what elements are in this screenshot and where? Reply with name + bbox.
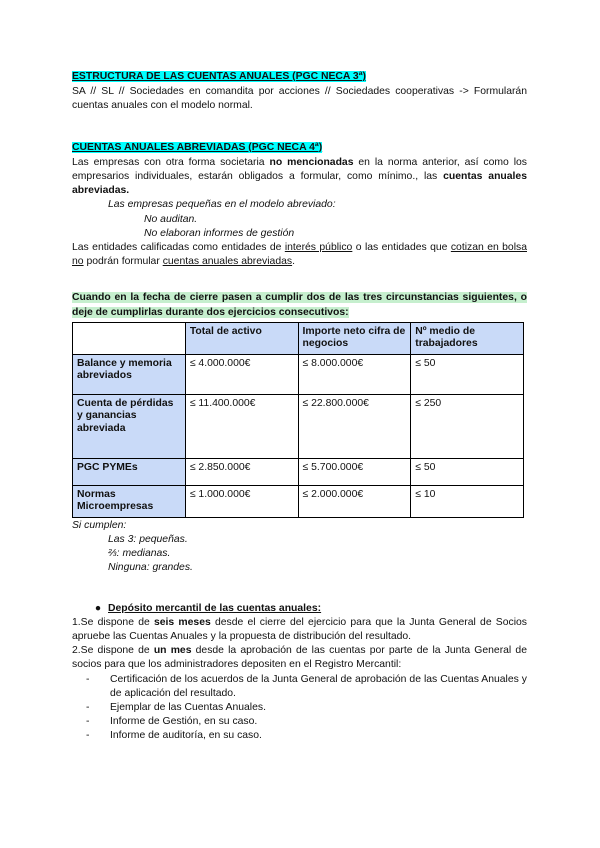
section-title-deposito: Depósito mercantil de las cuentas anuales:: [108, 602, 322, 614]
paragraph-un-mes: 2.Se dispone de un mes desde la aprobación de las cuentas por parte de la Junta General de socios para que los administradores depositen en el Registro Mercantil:: [72, 645, 527, 671]
table-corner-cell: [73, 322, 186, 354]
table-row: [73, 354, 524, 394]
table-cell: ≤ 4.000.000€: [185, 354, 298, 394]
bullet-icon: ●: [94, 602, 102, 614]
table-cell: ≤ 50: [411, 354, 524, 394]
italic-medianas: ⅔: medianas.: [108, 548, 171, 560]
list-item: - Ejemplar de las Cuentas Anuales.: [86, 702, 266, 714]
list-item: - Informe de Gestión, en su caso.: [86, 716, 258, 728]
header-importe-neto: Importe neto cifra de negocios: [298, 322, 411, 354]
list-item: - Certificación de los acuerdos de la Junta General de aprobación de las Cuentas Anuales y de aplicación del resultado.: [86, 673, 527, 699]
italic-line-pequenas: Las empresas pequeñas en el modelo abreviado:: [108, 199, 336, 211]
header-trabajadores: Nº medio de trabajadores: [411, 322, 524, 354]
paragraph-interes-publico: Las entidades calificadas como entidades de interés público o las entidades que cotizan en bolsa no podrán formular cuentas anuales abreviadas.: [72, 242, 527, 268]
table-cell: ≤ 10: [411, 485, 524, 517]
table-cell: ≤ 2.000.000€: [298, 485, 411, 517]
table-row: [73, 485, 524, 517]
table-cell: ≤ 1.000.000€: [185, 485, 298, 517]
italic-line-no-auditan: No auditan.: [144, 213, 198, 225]
paragraph-abreviadas: Las empresas con otra forma societaria no mencionadas en la norma anterior, así como los empresarios individuales, estarán obligados a formular, como mínimo., las cuentas anuales abreviadas.: [72, 156, 528, 197]
row-label: PGC PYMEs: [73, 458, 186, 485]
table-cell: ≤ 50: [411, 458, 524, 485]
table-cell: ≤ 8.000.000€: [298, 354, 411, 394]
table-cell: ≤ 2.850.000€: [185, 458, 298, 485]
section-title-abreviadas: CUENTAS ANUALES ABREVIADAS (PGC NECA 4ª): [72, 141, 323, 153]
row-label: Balance y memoria abreviados: [73, 354, 186, 394]
italic-pequenas: Las 3: pequeñas.: [108, 534, 188, 546]
table-cell: ≤ 5.700.000€: [298, 458, 411, 485]
header-total-activo: Total de activo: [185, 322, 298, 354]
italic-line-no-informes: No elaboran informes de gestión: [144, 227, 295, 239]
italic-si-cumplen: Si cumplen:: [72, 519, 127, 531]
italic-grandes: Ninguna: grandes.: [108, 562, 193, 574]
paragraph-estructura: SA // SL // Sociedades en comandita por acciones // Sociedades cooperativas -> Formularán cuentas anuales con el modelo normal.: [72, 86, 527, 112]
paragraph-seis-meses: 1.Se dispone de seis meses desde el cierre del ejercicio para que la Junta General de Socios apruebe las Cuentas Anuales y la propuesta de distribución del resultado.: [72, 616, 527, 643]
list-item: - Informe de auditoría, en su caso.: [86, 730, 262, 742]
table-cell: ≤ 22.800.000€: [298, 394, 411, 458]
section-title-estructura: ESTRUCTURA DE LAS CUENTAS ANUALES (PGC NECA 3ª): [72, 71, 367, 82]
table-row: [73, 458, 524, 485]
table-cell: ≤ 250: [411, 394, 524, 458]
table-intro: Cuando en la fecha de cierre pasen a cumplir dos de las tres circunstancias siguientes, o deje de cumplirlas durante dos ejercicios consecutivos:: [72, 292, 527, 318]
document-page: [72, 70, 527, 744]
table-row: [73, 394, 524, 458]
thresholds-table: [72, 322, 524, 518]
row-label: Normas Microempresas: [73, 485, 186, 517]
bullet-deposito: [72, 602, 527, 616]
table-cell: ≤ 11.400.000€: [185, 394, 298, 458]
table-header-row: [73, 322, 524, 354]
row-label: Cuenta de pérdidas y ganancias abreviada: [73, 394, 186, 458]
